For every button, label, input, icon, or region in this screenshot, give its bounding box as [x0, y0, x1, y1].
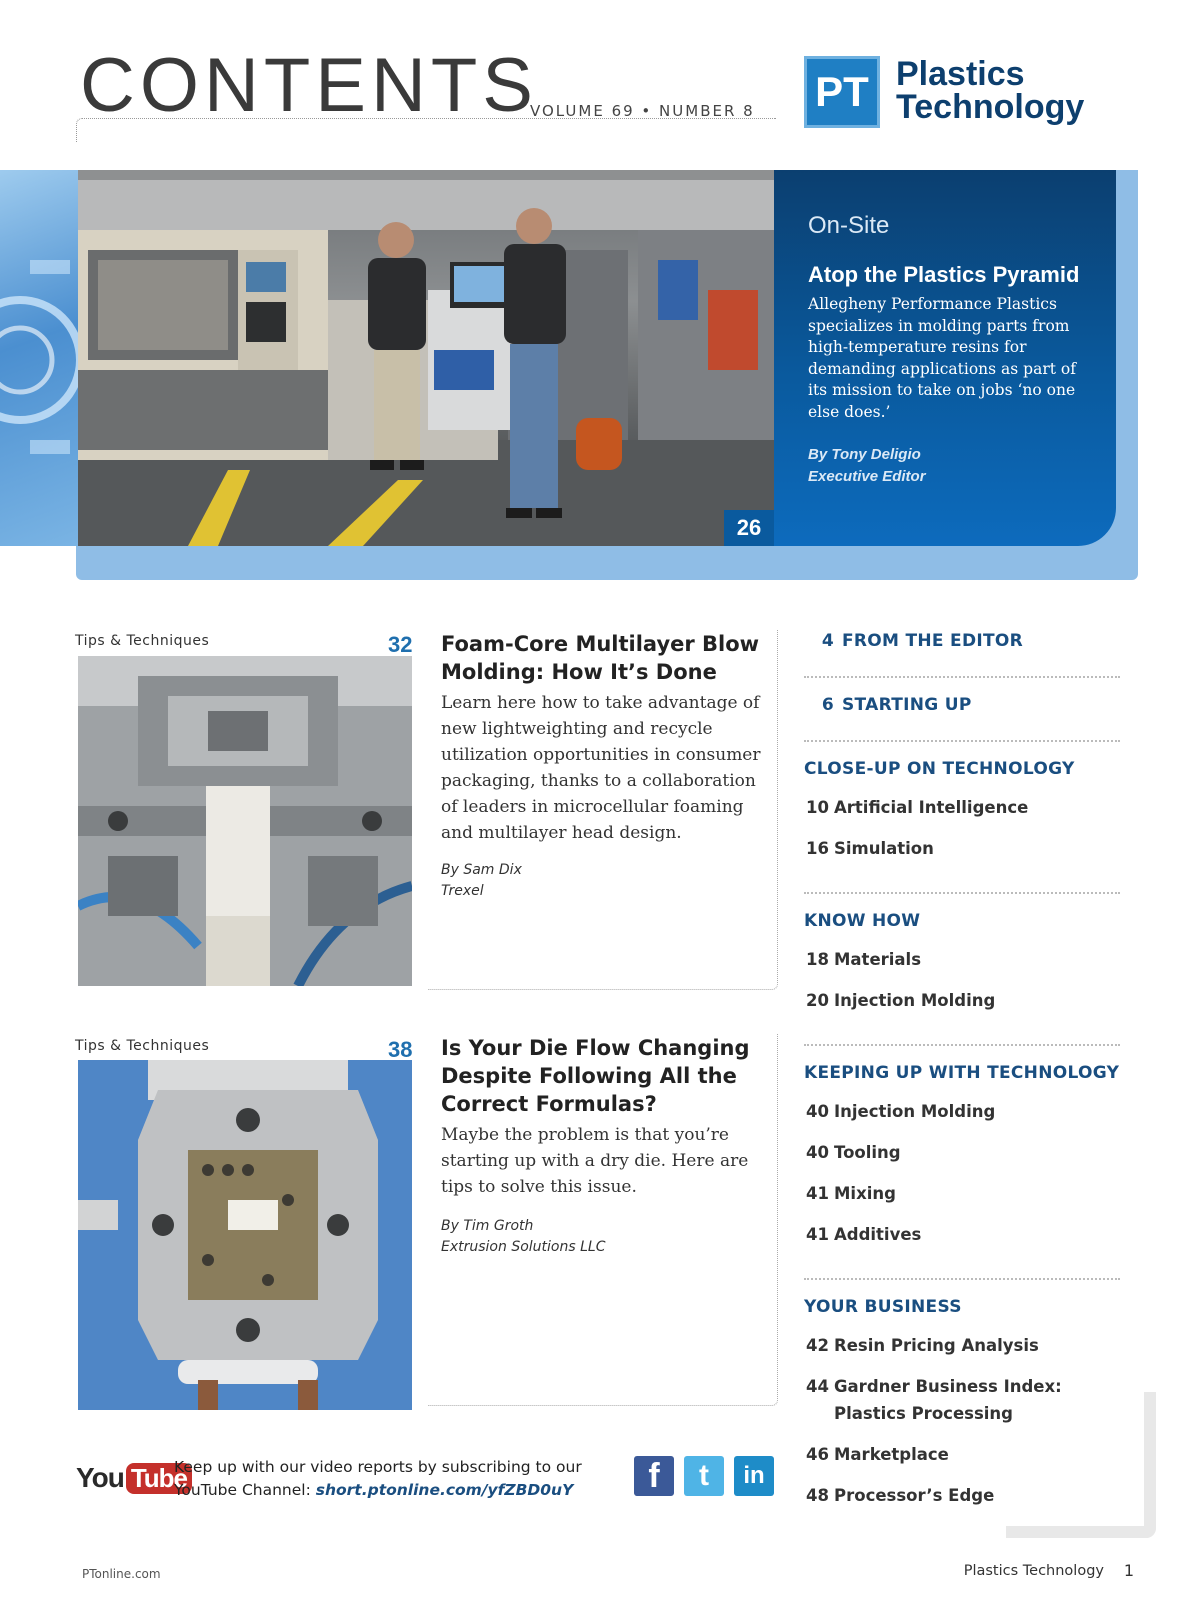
- toc-item[interactable]: [804, 833, 1120, 874]
- footer-magazine: Plastics Technology: [963, 1563, 1104, 1579]
- toc-page-number: 41: [806, 1184, 829, 1203]
- toc-item[interactable]: [804, 1096, 1120, 1137]
- toc-page-number: 20: [806, 991, 829, 1010]
- toc-link-from-the-editor[interactable]: [804, 628, 1120, 664]
- toc-page-number: 40: [806, 1143, 829, 1162]
- youtube-logo-you: You: [76, 1462, 124, 1493]
- extrusion-die-photo: [78, 1060, 412, 1410]
- toc-page-number: 4: [821, 631, 834, 651]
- toc-item[interactable]: [804, 1330, 1120, 1371]
- toc-page-number: 16: [806, 839, 829, 858]
- hero-byline: [808, 444, 926, 488]
- article-byline: [441, 1216, 605, 1258]
- toc-divider: [804, 740, 1120, 742]
- blow-molding-machine-photo: [78, 656, 412, 986]
- article-title[interactable]: Foam-Core Multilayer Blow Molding: How It’s Done: [441, 632, 760, 684]
- youtube-promo: [174, 1456, 582, 1502]
- toc-item[interactable]: [804, 1137, 1120, 1178]
- toc-link-starting-up[interactable]: [804, 692, 1120, 728]
- footer-site[interactable]: PTonline.com: [82, 1567, 161, 1581]
- hero-description: Allegheny Performance Plastics specializes in molding parts from high-temperature resins for demanding applications as part of its mission to take on jobs ‘no one else does.’: [808, 295, 1076, 421]
- article-author-org: Trexel: [441, 883, 484, 899]
- footer-page-number: 1: [1123, 1561, 1134, 1580]
- toc-item[interactable]: [804, 985, 1120, 1026]
- toc-section-heading: KNOW HOW: [804, 911, 921, 931]
- toc-page-number: 10: [806, 798, 829, 817]
- toc-item[interactable]: [804, 1178, 1120, 1219]
- youtube-promo-prefix: YouTube Channel:: [174, 1481, 316, 1499]
- toc-item[interactable]: [804, 1219, 1120, 1260]
- toc-page-number: 40: [806, 1102, 829, 1121]
- page-title: CONTENTS: [80, 43, 538, 128]
- toc-item[interactable]: [804, 1371, 1120, 1439]
- toc-section-heading: CLOSE-UP ON TECHNOLOGY: [804, 759, 1075, 779]
- toc-page-number: 6: [821, 695, 834, 715]
- youtube-promo-line: Keep up with our video reports by subscribing to our: [174, 1458, 582, 1476]
- toc-item[interactable]: [804, 1480, 1120, 1521]
- toc-page-number: 42: [806, 1336, 829, 1355]
- toc-item-label: Resin Pricing Analysis: [834, 1336, 1039, 1355]
- hero-side-image: [0, 170, 78, 546]
- toc-item[interactable]: [804, 1439, 1120, 1480]
- toc-item-label: Materials: [834, 950, 922, 969]
- youtube-logo-tube: Tube: [126, 1463, 192, 1494]
- toc-group-keeping-up: [804, 1060, 1120, 1266]
- toc-item-label: Simulation: [834, 839, 934, 858]
- hero-page-number[interactable]: 26: [724, 510, 774, 546]
- toc-item[interactable]: [804, 944, 1120, 985]
- toc-divider: [804, 676, 1120, 678]
- toc-item-label: Processor’s Edge: [834, 1486, 995, 1505]
- hero-factory-photo: [78, 170, 774, 546]
- toc-page-number: 44: [806, 1377, 829, 1396]
- toc-item-label: Injection Molding: [834, 991, 996, 1010]
- article-category-label: Tips & Techniques: [75, 633, 210, 649]
- article-page-number[interactable]: 32: [388, 632, 413, 657]
- article-author: By Tim Groth: [441, 1218, 534, 1234]
- toc-section-heading: KEEPING UP WITH TECHNOLOGY: [804, 1063, 1120, 1083]
- article-author: By Sam Dix: [441, 862, 522, 878]
- toc-heading-label: STARTING UP: [842, 695, 972, 715]
- toc-page-number: 18: [806, 950, 829, 969]
- header-rule: [76, 118, 776, 142]
- hero-feature-panel[interactable]: [774, 170, 1116, 546]
- toc-divider: [804, 1044, 1120, 1046]
- article-title[interactable]: Is Your Die Flow Changing Despite Following All the Correct Formulas?: [441, 1036, 750, 1116]
- volume-number: VOLUME 69 • NUMBER 8: [530, 102, 755, 120]
- facebook-icon[interactable]: f: [634, 1456, 674, 1496]
- toc-item-label: Tooling: [834, 1143, 901, 1162]
- toc-item[interactable]: [804, 792, 1120, 833]
- toc-item-label: Injection Molding: [834, 1102, 996, 1121]
- article-description: Learn here how to take advantage of new lightweighting and recycle utilization opportunities in consumer packaging, thanks to a collaboration of leaders in microcellular foaming and multilayer head design.: [441, 693, 761, 843]
- toc-item-label: Gardner Business Index: Plastics Processing: [834, 1377, 1062, 1423]
- article-description: Maybe the problem is that you’re starting up with a dry die. Here are tips to solve this issue.: [441, 1125, 749, 1197]
- toc-item-label: Marketplace: [834, 1445, 949, 1464]
- magazine-logo-mark: PT: [804, 56, 880, 128]
- hero-author: By Tony Deligio: [808, 446, 921, 463]
- article-category-label: Tips & Techniques: [75, 1038, 210, 1054]
- toc-group-your-business: [804, 1294, 1120, 1527]
- logo-line-2: Technology: [896, 88, 1085, 126]
- toc-item-label: Artificial Intelligence: [834, 798, 1029, 817]
- toc-divider: [804, 892, 1120, 894]
- linkedin-icon[interactable]: in: [734, 1456, 774, 1496]
- toc-group-close-up: [804, 756, 1120, 880]
- magazine-logo-text: [896, 55, 1085, 126]
- article-byline: [441, 860, 522, 902]
- hero-author-role: Executive Editor: [808, 468, 926, 485]
- youtube-promo-line-2: [174, 1479, 582, 1502]
- toc-page-number: 41: [806, 1225, 829, 1244]
- hero-title[interactable]: Atop the Plastics Pyramid: [808, 262, 1080, 287]
- twitter-icon[interactable]: t: [684, 1456, 724, 1496]
- youtube-channel-link[interactable]: short.ptonline.com/yfZBD0uY: [315, 1481, 574, 1499]
- article-page-number[interactable]: 38: [388, 1037, 413, 1062]
- toc-item-label: Mixing: [834, 1184, 896, 1203]
- toc-page-number: 46: [806, 1445, 829, 1464]
- toc-divider: [804, 1278, 1120, 1280]
- logo-line-1: Plastics: [896, 55, 1025, 93]
- toc-item-label: Additives: [834, 1225, 922, 1244]
- toc-section-heading: YOUR BUSINESS: [804, 1297, 962, 1317]
- toc-group-know-how: [804, 908, 1120, 1032]
- toc-heading-label: FROM THE EDITOR: [842, 631, 1024, 651]
- hero-section-label: On-Site: [808, 212, 890, 239]
- article-author-org: Extrusion Solutions LLC: [441, 1239, 606, 1255]
- table-of-contents: [804, 628, 1120, 1527]
- toc-page-number: 48: [806, 1486, 829, 1505]
